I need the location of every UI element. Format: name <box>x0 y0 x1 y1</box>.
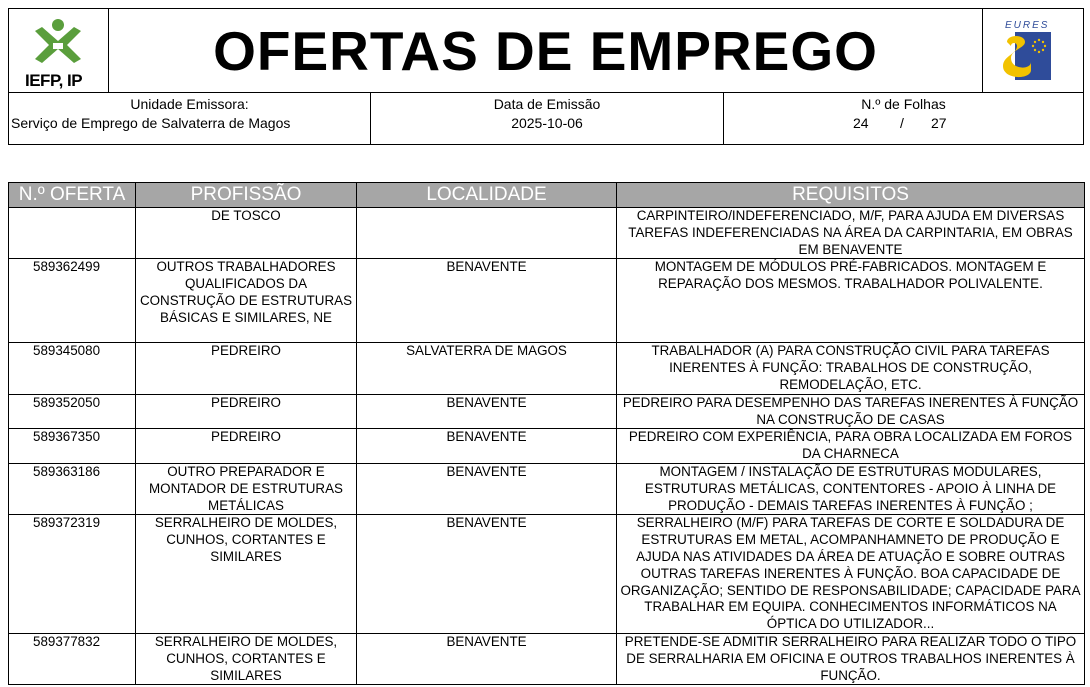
logo-text: IEFP, IP <box>25 71 83 90</box>
location: BENAVENTE <box>357 259 617 343</box>
issuing-unit-cell <box>8 93 370 145</box>
profession: SERRALHEIRO DE MOLDES, CUNHOS, CORTANTES E SIMILARES <box>136 515 357 634</box>
location: BENAVENTE <box>357 515 617 634</box>
sheets-label: N.º de Folhas <box>861 96 946 112</box>
location: BENAVENTE <box>357 429 617 464</box>
title-box <box>108 8 983 93</box>
profession: PEDREIRO <box>136 343 357 394</box>
issue-date-cell <box>370 93 724 145</box>
col-header-requirements: REQUISITOS <box>617 183 1085 208</box>
col-header-location: LOCALIDADE <box>357 183 617 208</box>
table-row <box>9 633 1085 684</box>
issuing-unit-label: Unidade Emissora: <box>130 96 249 112</box>
location: SALVATERRA DE MAGOS <box>357 343 617 394</box>
sheets-cell <box>724 93 1084 145</box>
col-header-offer-number: N.º OFERTA <box>9 183 136 208</box>
offer-number: 589367350 <box>9 429 136 464</box>
location <box>357 208 617 259</box>
location: BENAVENTE <box>357 463 617 514</box>
requirements: TRABALHADOR (A) PARA CONSTRUÇÃO CIVIL PARA TAREFAS INERENTES À FUNÇÃO: TRABALHOS DE CONSTRUÇÃO, REMODELAÇÃO, ETC. <box>617 343 1085 394</box>
eures-logo <box>983 8 1084 93</box>
offer-number: 589362499 <box>9 259 136 343</box>
col-header-profession: PROFISSÃO <box>136 183 357 208</box>
requirements: MONTAGEM DE MÓDULOS PRÉ-FABRICADOS. MONTAGEM E REPARAÇÃO DOS MESMOS. TRABALHADOR POLIVALENTE. <box>617 259 1085 343</box>
offer-number: 589377832 <box>9 633 136 684</box>
iefp-logo-icon <box>27 17 89 67</box>
iefp-logo <box>8 8 108 93</box>
eures-logo-icon <box>1001 18 1057 84</box>
requirements: CARPINTEIRO/INDEFERENCIADO, M/F, PARA AJUDA EM DIVERSAS TAREFAS INDEFERENCIADAS NA ÁREA DA CARPINTARIA, EM OBRAS EM BENAVENTE <box>617 208 1085 259</box>
issuing-unit-value: Serviço de Emprego de Salvaterra de Magos <box>11 115 291 131</box>
requirements: PRETENDE-SE ADMITIR SERRALHEIRO PARA REALIZAR TODO O TIPO DE SERRALHARIA EM OFICINA E OUTROS TRABALHOS INERENTES À FUNÇÃO. <box>617 633 1085 684</box>
job-offers-table <box>8 182 1085 685</box>
eures-text: EURES <box>1005 20 1050 31</box>
table-row <box>9 394 1085 429</box>
sheets-current: 24 <box>853 115 869 131</box>
page-title: OFERTAS DE EMPREGO <box>213 19 878 82</box>
sheets-separator: / <box>900 115 904 131</box>
profession: SERRALHEIRO DE MOLDES, CUNHOS, CORTANTES E SIMILARES <box>136 633 357 684</box>
table-row <box>9 208 1085 259</box>
offer-number: 589363186 <box>9 463 136 514</box>
issue-date-value: 2025-10-06 <box>511 115 583 131</box>
offer-number: 589372319 <box>9 515 136 634</box>
table-row <box>9 429 1085 464</box>
profession: DE TOSCO <box>136 208 357 259</box>
requirements: SERRALHEIRO (M/F) PARA TAREFAS DE CORTE E SOLDADURA DE ESTRUTURAS EM METAL, ACOMPANHAMNETO DE PRODUÇÃO E AJUDA NAS ATIVIDADES DA ÁREA DE ATUAÇÃO E SOBRE OUTRAS OUTRAS TAREFAS INERENTES À FUNÇÃO. BOA CAPACIDADE DE ORGANIZAÇÃO; SENTIDO DE RESPONSABILIDADE; CAPACIDADE PARA TRABALHAR EM EQUIPA. CONHECIMENTOS INFORMÁTICOS NA ÓPTICA DO UTILIZADOR... <box>617 515 1085 634</box>
offer-number: 589345080 <box>9 343 136 394</box>
issue-date-label: Data de Emissão <box>493 96 601 112</box>
profession: PEDREIRO <box>136 394 357 429</box>
sheets-total: 27 <box>931 115 947 131</box>
profession: OUTROS TRABALHADORES QUALIFICADOS DA CONSTRUÇÃO DE ESTRUTURAS BÁSICAS E SIMILARES, NE <box>136 259 357 343</box>
offer-number <box>9 208 136 259</box>
profession: OUTRO PREPARADOR E MONTADOR DE ESTRUTURAS METÁLICAS <box>136 463 357 514</box>
table-header-row <box>9 183 1085 208</box>
location: BENAVENTE <box>357 633 617 684</box>
requirements: MONTAGEM / INSTALAÇÃO DE ESTRUTURAS MODULARES, ESTRUTURAS METÁLICAS, CONTENTORES - APOIO À LINHA DE PRODUÇÃO - DEMAIS TAREFAS INERENTES À FUNÇÃO ; <box>617 463 1085 514</box>
table-row <box>9 463 1085 514</box>
table-row <box>9 343 1085 394</box>
offer-number: 589352050 <box>9 394 136 429</box>
table-row <box>9 259 1085 343</box>
location: BENAVENTE <box>357 394 617 429</box>
profession: PEDREIRO <box>136 429 357 464</box>
requirements: PEDREIRO COM EXPERIÊNCIA, PARA OBRA LOCALIZADA EM FOROS DA CHARNECA <box>617 429 1085 464</box>
table-row <box>9 515 1085 634</box>
document-header <box>8 8 1084 145</box>
requirements: PEDREIRO PARA DESEMPENHO DAS TAREFAS INERENTES À FUNÇÃO NA CONSTRUÇÃO DE CASAS <box>617 394 1085 429</box>
